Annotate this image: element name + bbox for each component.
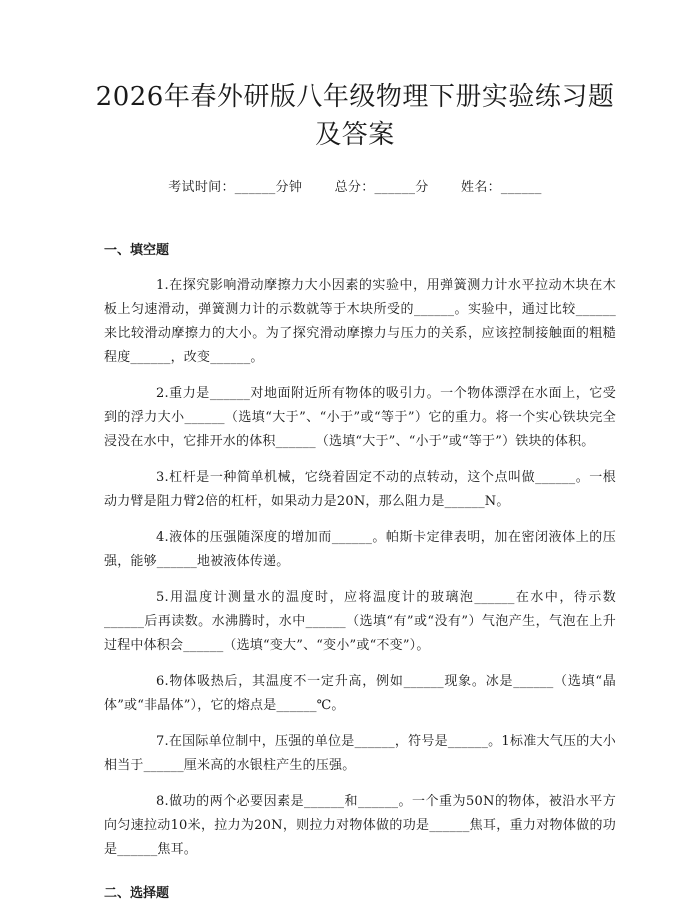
question-item <box>104 670 616 718</box>
question-number: 1. <box>156 278 169 293</box>
question-text: 杠杆是一种简单机械，它绕着固定不动的点转动，这个点叫做______。一根动力臂是阻力臂2倍的杠杆，如果动力是20N，那么阻力是______N。 <box>104 470 616 509</box>
question-item <box>104 586 616 658</box>
question-text: 在国际单位制中，压强的单位是______，符号是______。1标准大气压的大小相当于______厘米高的水银柱产生的压强。 <box>104 734 616 773</box>
question-number: 5. <box>156 590 169 605</box>
question-text: 用温度计测量水的温度时，应将温度计的玻璃泡______在水中，待示数______后再读数。水沸腾时，水中______（选填“有”或“没有”）气泡产生，气泡在上升过程中体积会______（选填“变大”、“变小”或“不变”）。 <box>104 590 616 653</box>
section-heading-multiple-choice: 二、选择题 <box>104 886 170 901</box>
exam-time: 考试时间：______分钟 <box>168 180 303 195</box>
question-item <box>104 790 616 862</box>
question-text: 物体吸热后，其温度不一定升高，例如______现象。冰是______（选填“晶体”或“非晶体”），它的熔点是______℃。 <box>104 674 616 713</box>
question-number: 3. <box>156 470 169 485</box>
question-number: 6. <box>156 674 169 689</box>
exam-meta <box>94 176 616 195</box>
question-item <box>104 730 616 778</box>
question-number: 2. <box>156 386 169 401</box>
question-text: 液体的压强随深度的增加而______。帕斯卡定律表明，加在密闭液体上的压强，能够______地被液体传递。 <box>104 530 616 569</box>
page-title: 2026年春外研版八年级物理下册实验练习题及答案 <box>95 82 615 150</box>
section-heading-fill-in: 一、填空题 <box>104 243 170 258</box>
question-text: 在探究影响滑动摩擦力大小因素的实验中，用弹簧测力计水平拉动木块在木板上匀速滑动，弹簧测力计的示数就等于木块所受的______。实验中，通过比较______来比较滑动摩擦力的大小。为了探究滑动摩擦力与压力的关系，应该控制接触面的粗糙程度______，改变______。 <box>104 278 616 365</box>
student-name: 姓名：______ <box>461 180 542 195</box>
question-item <box>104 274 616 370</box>
question-list <box>104 274 616 862</box>
exam-score: 总分：______分 <box>334 180 429 195</box>
question-number: 4. <box>156 530 169 545</box>
question-item <box>104 526 616 574</box>
question-text: 重力是______对地面附近所有物体的吸引力。一个物体漂浮在水面上，它受到的浮力大小______（选填“大于”、“小于”或“等于”）它的重力。将一个实心铁块完全浸没在水中，它排开水的体积______（选填“大于”、“小于”或“等于”）铁块的体积。 <box>104 386 616 449</box>
question-item <box>104 466 616 514</box>
question-text: 做功的两个必要因素是______和______。一个重为50N的物体，被沿水平方向匀速拉动10米，拉力为20N，则拉力对物体做的功是______焦耳，重力对物体做的功是______焦耳。 <box>104 794 616 857</box>
question-number: 7. <box>156 734 169 749</box>
question-number: 8. <box>156 794 169 809</box>
question-item <box>104 382 616 454</box>
